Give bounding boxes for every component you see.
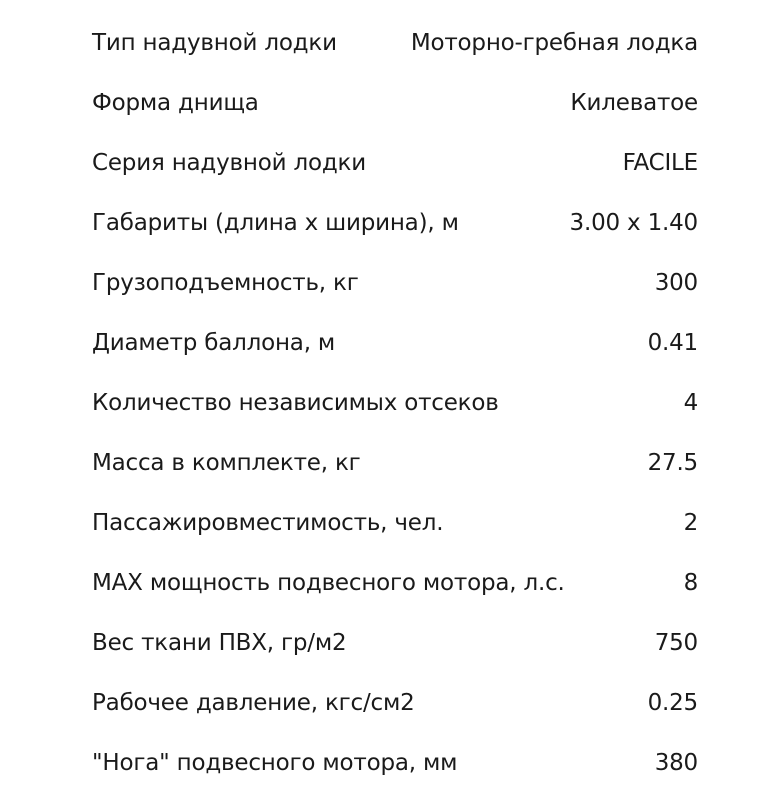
spec-row-hull-shape: [92, 73, 698, 133]
spec-row-compartments: [92, 373, 698, 433]
spec-value: 0.25: [647, 690, 698, 716]
spec-value: 750: [654, 630, 698, 656]
spec-value: 8: [683, 570, 698, 596]
specs-table: [92, 13, 698, 793]
spec-row-series: [92, 133, 698, 193]
spec-row-passengers: [92, 493, 698, 553]
spec-label: MAX мощность подвесного мотора, л.с.: [92, 570, 565, 596]
spec-label: Грузоподъемность, кг: [92, 270, 359, 296]
spec-value: 0.41: [647, 330, 698, 356]
spec-label: Рабочее давление, кгс/см2: [92, 690, 415, 716]
spec-row-capacity: [92, 253, 698, 313]
spec-label: Пассажировместимость, чел.: [92, 510, 444, 536]
spec-value: Килеватое: [570, 90, 698, 116]
spec-label: Форма днища: [92, 90, 259, 116]
spec-row-boat-type: [92, 13, 698, 73]
spec-row-tube-diameter: [92, 313, 698, 373]
spec-value: FACILE: [622, 150, 698, 176]
spec-row-dimensions: [92, 193, 698, 253]
spec-label: Количество независимых отсеков: [92, 390, 499, 416]
spec-label: Серия надувной лодки: [92, 150, 366, 176]
spec-row-weight: [92, 433, 698, 493]
spec-row-motor-leg: [92, 733, 698, 793]
spec-label: Диаметр баллона, м: [92, 330, 336, 356]
spec-value: Моторно-гребная лодка: [410, 30, 698, 56]
spec-label: Масса в комплекте, кг: [92, 450, 361, 476]
spec-row-pvc-weight: [92, 613, 698, 673]
spec-label: Габариты (длина х ширина), м: [92, 210, 459, 236]
spec-value: 380: [654, 750, 698, 776]
spec-label: "Нога" подвесного мотора, мм: [92, 750, 458, 776]
spec-value: 2: [683, 510, 698, 536]
spec-row-max-motor-power: [92, 553, 698, 613]
spec-label: Вес ткани ПВХ, гр/м2: [92, 630, 347, 656]
spec-value: 300: [654, 270, 698, 296]
spec-value: 3.00 х 1.40: [569, 210, 698, 236]
spec-value: 4: [683, 390, 698, 416]
spec-value: 27.5: [647, 450, 698, 476]
spec-row-working-pressure: [92, 673, 698, 733]
spec-label: Тип надувной лодки: [92, 30, 337, 56]
